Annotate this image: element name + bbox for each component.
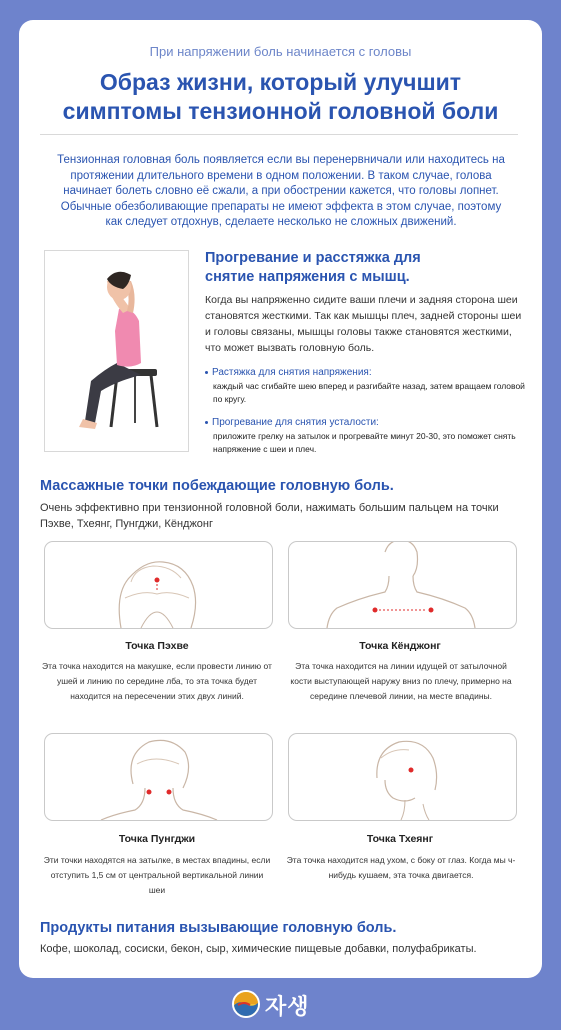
- point-desc-tkheyang: Эта точка находится над ухом, с боку от глаз. Когда мы ч-нибудь кушаем, эта точка двигается.: [286, 855, 516, 880]
- point-desc-pungdzhi: Эти точки находятся на затылке, в местах впадины, если отступить 1,5 см от центральной вертикальной линии шеи: [43, 855, 271, 895]
- jaseng-logo: [232, 990, 332, 1020]
- section1-title-line2: снятие напряжения с мышц.: [205, 269, 410, 285]
- point-illustration-tkheyang: [288, 733, 517, 821]
- section2-title: Массажные точки побеждающие головную боль.: [40, 478, 394, 494]
- point-illustration-kyondzhong: [288, 541, 517, 629]
- divider: [40, 134, 518, 135]
- page-title: [0, 68, 561, 126]
- bullet-dot: [205, 371, 208, 374]
- point-name-pekhve: Точка Пэхве: [125, 640, 189, 652]
- logo-text: 자생: [265, 995, 310, 1020]
- point-illustration-pungdzhi: [44, 733, 273, 821]
- bullet-text: приложите грелку на затылок и прогревайте минут 20-30, это поможет снять напряжение с шеи и плеч.: [213, 431, 516, 454]
- point-name-pungdzhi: Точка Пунгджи: [118, 833, 196, 845]
- point-name-kyondzhong: Точка Кёнджонг: [359, 640, 441, 652]
- section3-title: Продукты питания вызывающие головную боль.: [40, 920, 397, 936]
- logo-emblem-icon: [232, 990, 260, 1018]
- bullet-stretch: [205, 366, 525, 406]
- section1-text: Когда вы напряженно сидите ваши плечи и задняя сторона шеи становятся жесткими. Так как мышцы плеч, задней стороны шеи и головы связаны, мышцы головы также становятся жесткими, что может вызвать головную боль.: [205, 294, 522, 354]
- stretching-woman-photo: [44, 250, 189, 452]
- section3-text: Кофе, шоколад, сосиски, бекон, сыр, химические пищевые добавки, полуфабрикаты.: [40, 943, 477, 955]
- point-illustration-pekhve: [44, 541, 273, 629]
- bullet-dot: [205, 421, 208, 424]
- point-name-tkheyang: Точка Тхеянг: [366, 833, 434, 845]
- bullet-title: Прогревание для снятия усталости:: [212, 417, 379, 428]
- intro-text: Тензионная головная боль появляется если вы перенервничали или находитесь на протяжении длительного времени в одном положении. В таком случае, голова начинает болеть словно её сжали, а при обострении кажется, что головы лопнет. Обычные обезболивающие препараты не имеют эффекта в этом случае, поэтому как следует отдохнув, сделаете несколько не сложных движений.: [57, 154, 505, 228]
- page-title-line1: Образ жизни, который улучшит: [99, 69, 462, 95]
- bullet-warming: [205, 416, 525, 456]
- point-desc-kyondzhong: Эта точка находится на линии идущей от затылочной кости выступающей наружу вниз по плечу, примерно на середине плечевой линии, на месте впадины.: [290, 661, 512, 701]
- section1-title: [205, 249, 525, 287]
- bullet-text: каждый час сгибайте шею вперед и разгибайте назад, затем вращаем головой по кругу.: [213, 381, 525, 404]
- page-title-line2: симптомы тензионной головной боли: [62, 98, 499, 124]
- bullet-title: Растяжка для снятия напряжения:: [212, 367, 372, 378]
- point-desc-pekhve: Эта точка находится на макушке, если провести линию от ушей и линию по середине лба, то эта точка будет находится на пересечении этих двух линий.: [42, 661, 272, 701]
- section2-text: Очень эффективно при тензионной головной боли, нажимать большим пальцем на точки Пэхве, Тхеянг, Пунгджи, Кёнджонг: [40, 502, 499, 530]
- section1-title-line1: Прогревание и расстяжка для: [205, 250, 421, 266]
- pre-title: При напряжении боль начинается с головы: [149, 44, 412, 59]
